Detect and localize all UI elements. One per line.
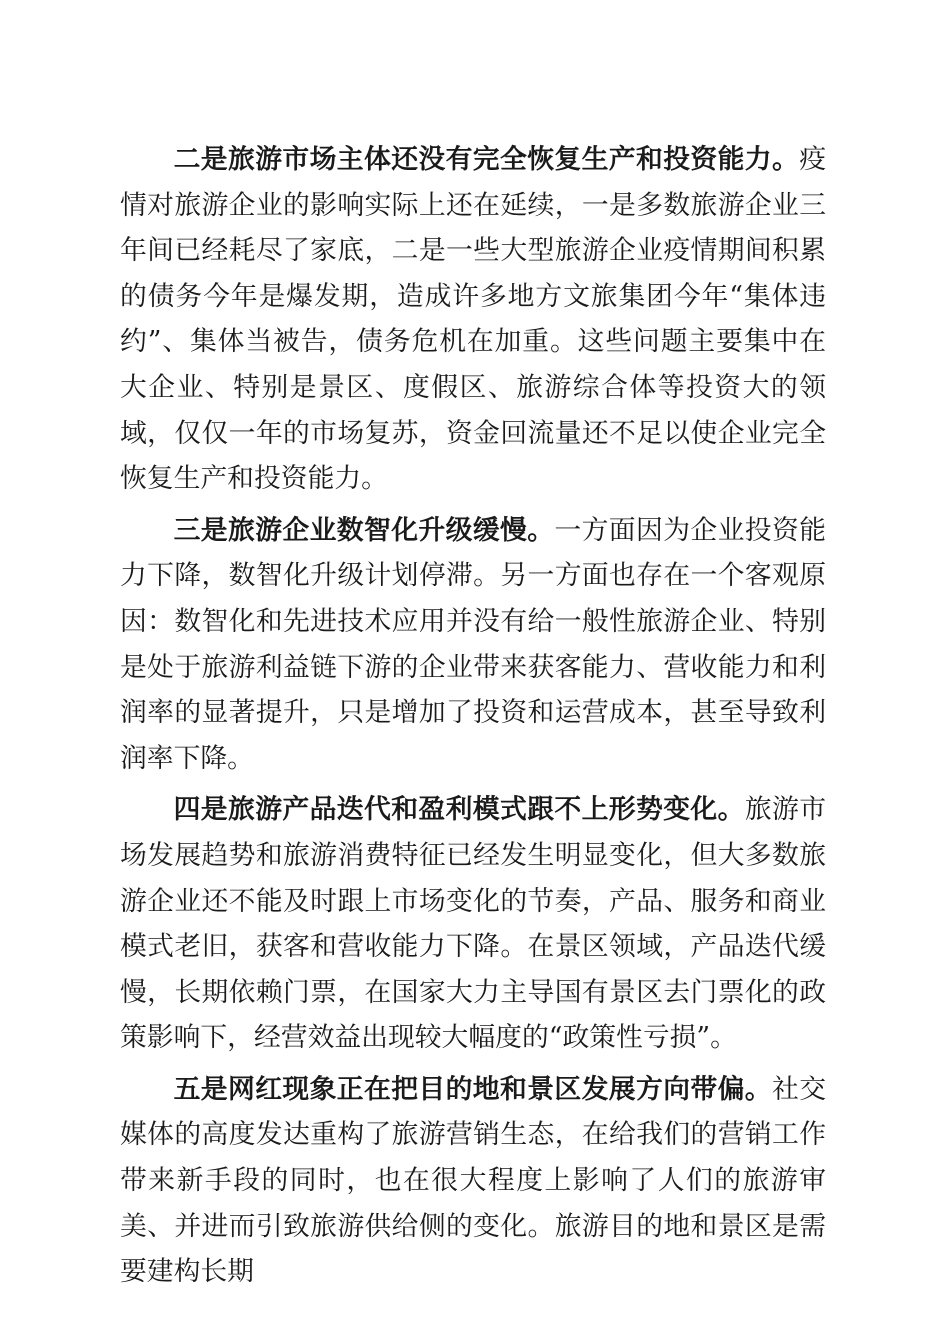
paragraph-body: 旅游市场发展趋势和旅游消费特征已经发生明显变化，但大多数旅游企业还不能及时跟上市场变化的节奏，产品、服务和商业模式老旧，获客和营收能力下降。在景区领域，产品迭代缓慢，长期依赖门票，在国家大力主导国有景区去门票化的政策影响下，经营效益出现较大幅度的“政策性亏损”。 — [120, 794, 827, 1054]
paragraph-heading: 四是旅游产品迭代和盈利模式跟不上形势变化。 — [173, 794, 745, 826]
paragraph-heading: 三是旅游企业数智化升级缓慢。 — [173, 514, 555, 546]
document-page — [120, 137, 826, 1301]
paragraph-heading: 二是旅游市场主体还没有完全恢复生产和投资能力。 — [173, 144, 800, 175]
paragraph-2 — [120, 137, 826, 502]
paragraph-body: 社交媒体的高度发达重构了旅游营销生态，在给我们的营销工作带来新手段的同时，也在很大程度上影响了人们的旅游审美、并进而引致旅游供给侧的变化。旅游目的地和景区是需要建构长期 — [120, 1073, 827, 1288]
paragraph-4 — [120, 787, 826, 1061]
paragraph-heading: 五是网红现象正在把目的地和景区发展方向带偏。 — [173, 1073, 773, 1105]
paragraph-body: 一方面因为企业投资能力下降，数智化升级计划停滞。另一方面也存在一个客观原因：数智化和先进技术应用并没有给一般性旅游企业、特别是处于旅游利益链下游的企业带来获客能力、营收能力和利润率的显著提升，只是增加了投资和运营成本，甚至导致利润率下降。 — [120, 514, 827, 774]
paragraph-5 — [120, 1067, 826, 1295]
paragraph-3 — [120, 508, 826, 782]
paragraph-body: 疫情对旅游企业的影响实际上还在延续，一是多数旅游企业三年间已经耗尽了家底，二是一些大型旅游企业疫情期间积累的债务今年是爆发期，造成许多地方文旅集团今年“集体违约”、集体当被告，债务危机在加重。这些问题主要集中在大企业、特别是景区、度假区、旅游综合体等投资大的领域，仅仅一年的市场复苏，资金回流量还不足以使企业完全恢复生产和投资能力。 — [120, 144, 826, 495]
